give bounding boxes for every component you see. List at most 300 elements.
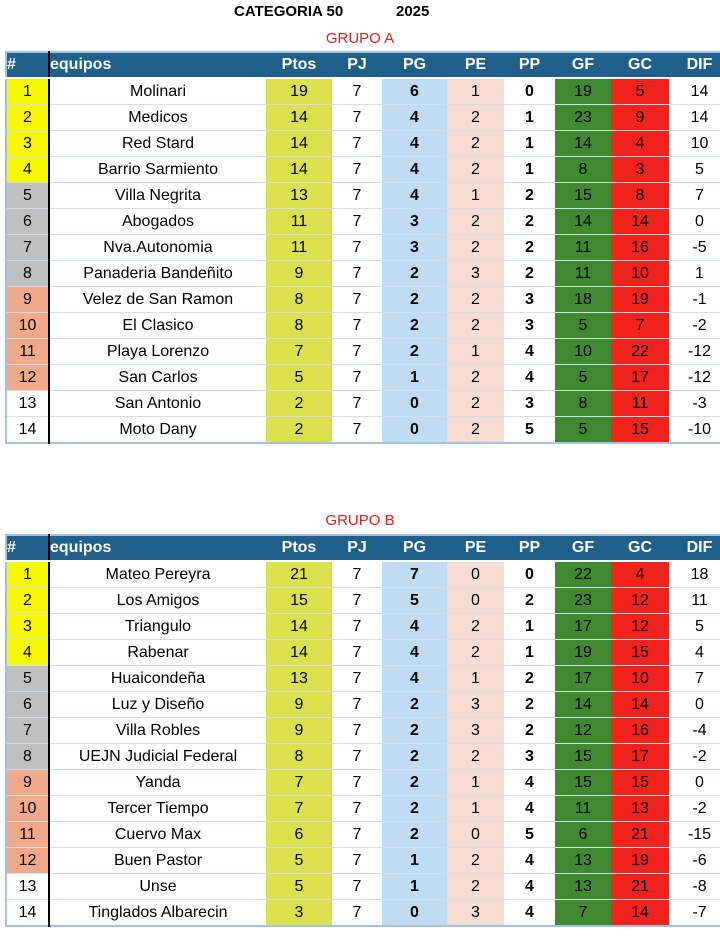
lost-cell: 2 bbox=[504, 692, 555, 718]
played-cell: 7 bbox=[332, 900, 382, 927]
won-cell: 4 bbox=[382, 105, 447, 131]
goals-for-cell: 11 bbox=[555, 235, 611, 261]
column-header-team-name: equipos bbox=[49, 52, 266, 78]
goal-diff-cell: 0 bbox=[669, 692, 720, 718]
goals-against-cell: 3 bbox=[611, 157, 669, 183]
goals-against-cell: 19 bbox=[611, 287, 669, 313]
played-cell: 7 bbox=[332, 718, 382, 744]
goals-for-cell: 14 bbox=[555, 692, 611, 718]
position-cell: 14 bbox=[6, 900, 49, 927]
played-cell: 7 bbox=[332, 417, 382, 444]
goal-diff-cell: -2 bbox=[669, 796, 720, 822]
points-cell: 7 bbox=[266, 339, 332, 365]
points-cell: 5 bbox=[266, 848, 332, 874]
drawn-cell: 3 bbox=[447, 900, 504, 927]
lost-cell: 2 bbox=[504, 183, 555, 209]
goals-for-cell: 10 bbox=[555, 339, 611, 365]
position-cell: 13 bbox=[6, 391, 49, 417]
goals-for-cell: 23 bbox=[555, 588, 611, 614]
played-cell: 7 bbox=[332, 209, 382, 235]
goals-for-cell: 8 bbox=[555, 391, 611, 417]
won-cell: 1 bbox=[382, 365, 447, 391]
position-cell: 1 bbox=[6, 561, 49, 588]
goal-diff-cell: -2 bbox=[669, 313, 720, 339]
column-header-drawn: PE bbox=[447, 535, 504, 561]
drawn-cell: 2 bbox=[447, 365, 504, 391]
goal-diff-cell: 14 bbox=[669, 78, 720, 105]
drawn-cell: 1 bbox=[447, 339, 504, 365]
points-cell: 14 bbox=[266, 131, 332, 157]
drawn-cell: 3 bbox=[447, 692, 504, 718]
drawn-cell: 2 bbox=[447, 640, 504, 666]
played-cell: 7 bbox=[332, 183, 382, 209]
team-name-cell: Playa Lorenzo bbox=[49, 339, 266, 365]
team-name-cell: Molinari bbox=[49, 78, 266, 105]
drawn-cell: 2 bbox=[447, 391, 504, 417]
played-cell: 7 bbox=[332, 614, 382, 640]
goals-for-cell: 8 bbox=[555, 157, 611, 183]
drawn-cell: 2 bbox=[447, 209, 504, 235]
won-cell: 7 bbox=[382, 561, 447, 588]
won-cell: 3 bbox=[382, 209, 447, 235]
drawn-cell: 3 bbox=[447, 718, 504, 744]
drawn-cell: 2 bbox=[447, 235, 504, 261]
goals-against-cell: 12 bbox=[611, 614, 669, 640]
column-header-goal-diff: DIF bbox=[669, 52, 720, 78]
lost-cell: 3 bbox=[504, 744, 555, 770]
goals-for-cell: 15 bbox=[555, 744, 611, 770]
lost-cell: 1 bbox=[504, 614, 555, 640]
won-cell: 1 bbox=[382, 848, 447, 874]
team-name-cell: Abogados bbox=[49, 209, 266, 235]
lost-cell: 4 bbox=[504, 770, 555, 796]
lost-cell: 1 bbox=[504, 157, 555, 183]
table-row bbox=[6, 874, 720, 900]
played-cell: 7 bbox=[332, 692, 382, 718]
goals-against-cell: 8 bbox=[611, 183, 669, 209]
points-cell: 3 bbox=[266, 900, 332, 927]
goals-against-cell: 15 bbox=[611, 417, 669, 444]
won-cell: 0 bbox=[382, 900, 447, 927]
drawn-cell: 2 bbox=[447, 131, 504, 157]
goals-against-cell: 21 bbox=[611, 822, 669, 848]
points-cell: 9 bbox=[266, 718, 332, 744]
goals-for-cell: 15 bbox=[555, 183, 611, 209]
won-cell: 2 bbox=[382, 770, 447, 796]
points-cell: 13 bbox=[266, 666, 332, 692]
position-cell: 7 bbox=[6, 718, 49, 744]
goals-against-cell: 9 bbox=[611, 105, 669, 131]
lost-cell: 2 bbox=[504, 261, 555, 287]
table-row bbox=[6, 692, 720, 718]
goals-for-cell: 19 bbox=[555, 640, 611, 666]
goal-diff-cell: 14 bbox=[669, 105, 720, 131]
position-cell: 13 bbox=[6, 874, 49, 900]
goals-against-cell: 14 bbox=[611, 209, 669, 235]
drawn-cell: 2 bbox=[447, 848, 504, 874]
goals-for-cell: 13 bbox=[555, 874, 611, 900]
points-cell: 14 bbox=[266, 105, 332, 131]
column-header-played: PJ bbox=[332, 535, 382, 561]
lost-cell: 2 bbox=[504, 235, 555, 261]
team-name-cell: Triangulo bbox=[49, 614, 266, 640]
lost-cell: 2 bbox=[504, 209, 555, 235]
position-cell: 3 bbox=[6, 614, 49, 640]
goal-diff-cell: -12 bbox=[669, 365, 720, 391]
played-cell: 7 bbox=[332, 770, 382, 796]
lost-cell: 1 bbox=[504, 131, 555, 157]
team-name-cell: Luz y Diseño bbox=[49, 692, 266, 718]
played-cell: 7 bbox=[332, 874, 382, 900]
table-row bbox=[6, 744, 720, 770]
goal-diff-cell: 4 bbox=[669, 640, 720, 666]
goals-against-cell: 5 bbox=[611, 78, 669, 105]
table-row bbox=[6, 391, 720, 417]
goals-for-cell: 6 bbox=[555, 822, 611, 848]
group-a-table bbox=[5, 51, 720, 444]
won-cell: 2 bbox=[382, 744, 447, 770]
goals-against-cell: 13 bbox=[611, 796, 669, 822]
team-name-cell: Tinglados Albarecin bbox=[49, 900, 266, 927]
points-cell: 8 bbox=[266, 287, 332, 313]
won-cell: 2 bbox=[382, 313, 447, 339]
goal-diff-cell: -3 bbox=[669, 391, 720, 417]
team-name-cell: Huaicondeña bbox=[49, 666, 266, 692]
team-name-cell: Rabenar bbox=[49, 640, 266, 666]
category-title: CATEGORIA 50 bbox=[234, 3, 344, 20]
points-cell: 7 bbox=[266, 770, 332, 796]
played-cell: 7 bbox=[332, 588, 382, 614]
team-name-cell: Velez de San Ramon bbox=[49, 287, 266, 313]
goals-against-cell: 14 bbox=[611, 692, 669, 718]
played-cell: 7 bbox=[332, 561, 382, 588]
won-cell: 2 bbox=[382, 822, 447, 848]
table-row bbox=[6, 848, 720, 874]
position-cell: 8 bbox=[6, 744, 49, 770]
goal-diff-cell: 0 bbox=[669, 209, 720, 235]
goal-diff-cell: -10 bbox=[669, 417, 720, 444]
won-cell: 2 bbox=[382, 261, 447, 287]
team-name-cell: San Antonio bbox=[49, 391, 266, 417]
goal-diff-cell: 0 bbox=[669, 770, 720, 796]
year-title: 2025 bbox=[396, 3, 430, 20]
table-row bbox=[6, 900, 720, 927]
column-header-team-name: equipos bbox=[49, 535, 266, 561]
goals-against-cell: 21 bbox=[611, 874, 669, 900]
drawn-cell: 0 bbox=[447, 822, 504, 848]
position-cell: 1 bbox=[6, 78, 49, 105]
goal-diff-cell: -12 bbox=[669, 339, 720, 365]
drawn-cell: 1 bbox=[447, 770, 504, 796]
points-cell: 15 bbox=[266, 588, 332, 614]
goals-for-cell: 15 bbox=[555, 770, 611, 796]
goals-for-cell: 13 bbox=[555, 848, 611, 874]
won-cell: 3 bbox=[382, 235, 447, 261]
table-row bbox=[6, 105, 720, 131]
won-cell: 4 bbox=[382, 614, 447, 640]
position-cell: 5 bbox=[6, 183, 49, 209]
goals-against-cell: 16 bbox=[611, 235, 669, 261]
goal-diff-cell: -7 bbox=[669, 900, 720, 927]
team-name-cell: Moto Dany bbox=[49, 417, 266, 444]
drawn-cell: 1 bbox=[447, 183, 504, 209]
position-cell: 10 bbox=[6, 796, 49, 822]
won-cell: 4 bbox=[382, 666, 447, 692]
table-row bbox=[6, 365, 720, 391]
goal-diff-cell: 18 bbox=[669, 561, 720, 588]
team-name-cell: Unse bbox=[49, 874, 266, 900]
team-name-cell: Villa Robles bbox=[49, 718, 266, 744]
team-name-cell: Panaderia Bandeñito bbox=[49, 261, 266, 287]
team-name-cell: Nva.Autonomia bbox=[49, 235, 266, 261]
page-title bbox=[0, 3, 720, 23]
goals-against-cell: 16 bbox=[611, 718, 669, 744]
won-cell: 0 bbox=[382, 391, 447, 417]
table-row bbox=[6, 588, 720, 614]
team-name-cell: Cuervo Max bbox=[49, 822, 266, 848]
goals-against-cell: 10 bbox=[611, 261, 669, 287]
position-cell: 11 bbox=[6, 339, 49, 365]
goals-for-cell: 23 bbox=[555, 105, 611, 131]
goals-for-cell: 12 bbox=[555, 718, 611, 744]
points-cell: 11 bbox=[266, 235, 332, 261]
played-cell: 7 bbox=[332, 666, 382, 692]
drawn-cell: 1 bbox=[447, 796, 504, 822]
position-cell: 3 bbox=[6, 131, 49, 157]
goals-for-cell: 14 bbox=[555, 209, 611, 235]
team-name-cell: Mateo Pereyra bbox=[49, 561, 266, 588]
position-cell: 10 bbox=[6, 313, 49, 339]
lost-cell: 0 bbox=[504, 561, 555, 588]
goals-for-cell: 17 bbox=[555, 666, 611, 692]
played-cell: 7 bbox=[332, 848, 382, 874]
drawn-cell: 2 bbox=[447, 313, 504, 339]
goal-diff-cell: -2 bbox=[669, 744, 720, 770]
goal-diff-cell: 7 bbox=[669, 183, 720, 209]
points-cell: 14 bbox=[266, 157, 332, 183]
played-cell: 7 bbox=[332, 744, 382, 770]
position-cell: 14 bbox=[6, 417, 49, 444]
played-cell: 7 bbox=[332, 796, 382, 822]
goals-against-cell: 10 bbox=[611, 666, 669, 692]
won-cell: 4 bbox=[382, 183, 447, 209]
goals-for-cell: 18 bbox=[555, 287, 611, 313]
table-row bbox=[6, 209, 720, 235]
lost-cell: 2 bbox=[504, 588, 555, 614]
played-cell: 7 bbox=[332, 822, 382, 848]
table-row bbox=[6, 313, 720, 339]
column-header-goals-for: GF bbox=[555, 52, 611, 78]
position-cell: 9 bbox=[6, 287, 49, 313]
column-header-position: # bbox=[6, 52, 49, 78]
position-cell: 4 bbox=[6, 640, 49, 666]
goal-diff-cell: 11 bbox=[669, 588, 720, 614]
won-cell: 5 bbox=[382, 588, 447, 614]
header-row bbox=[6, 52, 720, 78]
goals-against-cell: 17 bbox=[611, 365, 669, 391]
points-cell: 8 bbox=[266, 313, 332, 339]
goal-diff-cell: -1 bbox=[669, 287, 720, 313]
points-cell: 21 bbox=[266, 561, 332, 588]
played-cell: 7 bbox=[332, 640, 382, 666]
points-cell: 11 bbox=[266, 209, 332, 235]
played-cell: 7 bbox=[332, 391, 382, 417]
drawn-cell: 2 bbox=[447, 614, 504, 640]
points-cell: 19 bbox=[266, 78, 332, 105]
played-cell: 7 bbox=[332, 105, 382, 131]
won-cell: 4 bbox=[382, 131, 447, 157]
drawn-cell: 0 bbox=[447, 588, 504, 614]
table-row bbox=[6, 614, 720, 640]
goal-diff-cell: 1 bbox=[669, 261, 720, 287]
won-cell: 2 bbox=[382, 339, 447, 365]
column-header-points: Ptos bbox=[266, 535, 332, 561]
drawn-cell: 1 bbox=[447, 78, 504, 105]
played-cell: 7 bbox=[332, 287, 382, 313]
position-cell: 9 bbox=[6, 770, 49, 796]
column-header-drawn: PE bbox=[447, 52, 504, 78]
column-header-won: PG bbox=[382, 52, 447, 78]
goal-diff-cell: 5 bbox=[669, 614, 720, 640]
table-row bbox=[6, 417, 720, 444]
goals-against-cell: 19 bbox=[611, 848, 669, 874]
goal-diff-cell: -5 bbox=[669, 235, 720, 261]
table-row bbox=[6, 157, 720, 183]
lost-cell: 4 bbox=[504, 848, 555, 874]
drawn-cell: 2 bbox=[447, 287, 504, 313]
lost-cell: 3 bbox=[504, 313, 555, 339]
points-cell: 5 bbox=[266, 874, 332, 900]
position-cell: 8 bbox=[6, 261, 49, 287]
position-cell: 5 bbox=[6, 666, 49, 692]
table-row bbox=[6, 183, 720, 209]
played-cell: 7 bbox=[332, 261, 382, 287]
goals-against-cell: 12 bbox=[611, 588, 669, 614]
group-b-label: GRUPO B bbox=[325, 512, 395, 529]
position-cell: 7 bbox=[6, 235, 49, 261]
drawn-cell: 3 bbox=[447, 261, 504, 287]
position-cell: 12 bbox=[6, 848, 49, 874]
lost-cell: 0 bbox=[504, 78, 555, 105]
points-cell: 14 bbox=[266, 614, 332, 640]
goals-for-cell: 19 bbox=[555, 78, 611, 105]
goals-against-cell: 14 bbox=[611, 900, 669, 927]
goal-diff-cell: 7 bbox=[669, 666, 720, 692]
column-header-goals-for: GF bbox=[555, 535, 611, 561]
team-name-cell: El Clasico bbox=[49, 313, 266, 339]
goals-for-cell: 17 bbox=[555, 614, 611, 640]
table-row bbox=[6, 261, 720, 287]
points-cell: 9 bbox=[266, 692, 332, 718]
column-header-goals-against: GC bbox=[611, 52, 669, 78]
column-header-played: PJ bbox=[332, 52, 382, 78]
table-row bbox=[6, 339, 720, 365]
points-cell: 8 bbox=[266, 744, 332, 770]
goal-diff-cell: -4 bbox=[669, 718, 720, 744]
position-cell: 4 bbox=[6, 157, 49, 183]
goal-diff-cell: -8 bbox=[669, 874, 720, 900]
group-a-label: GRUPO A bbox=[325, 30, 395, 47]
lost-cell: 3 bbox=[504, 391, 555, 417]
points-cell: 2 bbox=[266, 417, 332, 444]
column-header-goal-diff: DIF bbox=[669, 535, 720, 561]
goals-for-cell: 14 bbox=[555, 131, 611, 157]
goals-against-cell: 17 bbox=[611, 744, 669, 770]
column-header-points: Ptos bbox=[266, 52, 332, 78]
position-cell: 2 bbox=[6, 588, 49, 614]
points-cell: 9 bbox=[266, 261, 332, 287]
points-cell: 14 bbox=[266, 640, 332, 666]
position-cell: 6 bbox=[6, 692, 49, 718]
position-cell: 2 bbox=[6, 105, 49, 131]
lost-cell: 2 bbox=[504, 718, 555, 744]
team-name-cell: UEJN Judicial Federal bbox=[49, 744, 266, 770]
table-row bbox=[6, 640, 720, 666]
won-cell: 0 bbox=[382, 417, 447, 444]
table-row bbox=[6, 666, 720, 692]
goals-for-cell: 5 bbox=[555, 365, 611, 391]
goal-diff-cell: 10 bbox=[669, 131, 720, 157]
table-row bbox=[6, 770, 720, 796]
table-row bbox=[6, 131, 720, 157]
goals-for-cell: 11 bbox=[555, 261, 611, 287]
points-cell: 5 bbox=[266, 365, 332, 391]
drawn-cell: 2 bbox=[447, 874, 504, 900]
column-header-won: PG bbox=[382, 535, 447, 561]
team-name-cell: Red Stard bbox=[49, 131, 266, 157]
lost-cell: 5 bbox=[504, 822, 555, 848]
goals-against-cell: 22 bbox=[611, 339, 669, 365]
played-cell: 7 bbox=[332, 157, 382, 183]
drawn-cell: 2 bbox=[447, 417, 504, 444]
won-cell: 2 bbox=[382, 796, 447, 822]
team-name-cell: Los Amigos bbox=[49, 588, 266, 614]
goals-for-cell: 11 bbox=[555, 796, 611, 822]
played-cell: 7 bbox=[332, 131, 382, 157]
table-row bbox=[6, 287, 720, 313]
goal-diff-cell: 5 bbox=[669, 157, 720, 183]
position-cell: 12 bbox=[6, 365, 49, 391]
table-row bbox=[6, 235, 720, 261]
won-cell: 2 bbox=[382, 287, 447, 313]
position-cell: 6 bbox=[6, 209, 49, 235]
team-name-cell: Medicos bbox=[49, 105, 266, 131]
goals-against-cell: 4 bbox=[611, 131, 669, 157]
lost-cell: 2 bbox=[504, 666, 555, 692]
lost-cell: 4 bbox=[504, 365, 555, 391]
goals-for-cell: 5 bbox=[555, 313, 611, 339]
lost-cell: 3 bbox=[504, 287, 555, 313]
won-cell: 4 bbox=[382, 640, 447, 666]
goals-against-cell: 15 bbox=[611, 640, 669, 666]
column-header-position: # bbox=[6, 535, 49, 561]
goal-diff-cell: -6 bbox=[669, 848, 720, 874]
team-name-cell: Barrio Sarmiento bbox=[49, 157, 266, 183]
won-cell: 1 bbox=[382, 874, 447, 900]
lost-cell: 1 bbox=[504, 640, 555, 666]
table-row bbox=[6, 561, 720, 588]
team-name-cell: Yanda bbox=[49, 770, 266, 796]
position-cell: 11 bbox=[6, 822, 49, 848]
team-name-cell: Tercer Tiempo bbox=[49, 796, 266, 822]
column-header-goals-against: GC bbox=[611, 535, 669, 561]
lost-cell: 4 bbox=[504, 339, 555, 365]
column-header-lost: PP bbox=[504, 52, 555, 78]
won-cell: 2 bbox=[382, 718, 447, 744]
group-b-table bbox=[5, 534, 720, 927]
table-row bbox=[6, 78, 720, 105]
played-cell: 7 bbox=[332, 78, 382, 105]
